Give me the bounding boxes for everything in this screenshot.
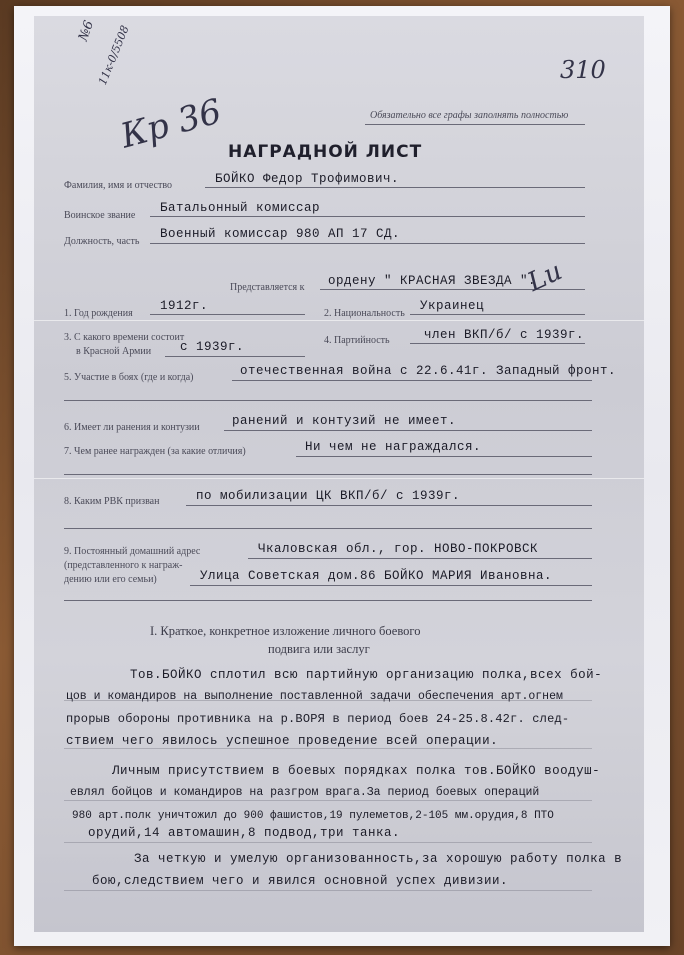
ruled-line: [64, 748, 592, 749]
divider: [365, 124, 585, 125]
approval-signature-mark: Lu: [523, 256, 567, 298]
field-line: [165, 356, 305, 357]
ruled-line: [64, 800, 592, 801]
narrative-line: ствием чего явилось успешное проведение всей операции.: [66, 734, 499, 748]
document-title: НАГРАДНОЙ ЛИСТ: [228, 142, 423, 162]
field-line: [296, 456, 592, 457]
archive-note-number: №6: [76, 18, 98, 44]
narrative-line: Личным присутствием в боевых порядках полка тов.БОЙКО воодуш-: [112, 764, 601, 778]
position-value: Военный комиссар 980 АП 17 СД.: [160, 227, 401, 241]
address-label-2: (представленного к награж-: [64, 560, 183, 571]
battles-label: 5. Участие в боях (где и когда): [64, 372, 194, 383]
narrative-line: Тов.БОЙКО сплотил всю партийную организацию полка,всех бой-: [130, 668, 603, 682]
party-value: член ВКП/б/ с 1939г.: [424, 328, 585, 342]
section-heading: I. Краткое, конкретное изложение личного боевого: [150, 624, 421, 638]
page-number: 310: [560, 56, 606, 84]
address-value-1: Чкаловская обл., гор. НОВО-ПОКРОВСК: [258, 542, 539, 556]
field-line: [224, 430, 592, 431]
narrative-line: цов и командиров на выполнение поставленной задачи обеспечения арт.огнем: [66, 690, 563, 703]
field-line: [410, 314, 585, 315]
wounds-label: 6. Имеет ли ранения и контузии: [64, 422, 200, 433]
party-label: 4. Партийность: [324, 335, 390, 346]
awards-label: 7. Чем ранее награжден (за какие отличия): [64, 446, 246, 457]
section-subheading: подвига или заслуг: [268, 642, 370, 656]
address-label-3: дению или его семьи): [64, 574, 157, 585]
notice-text: Обязательно все графы заполнять полностью: [370, 110, 569, 121]
battles-value: отечественная война с 22.6.41г. Западный фронт.: [240, 364, 617, 378]
handwritten-code: Кр 36: [116, 91, 226, 157]
narrative-line: бою,следствием чего и явился основной успех дивизии.: [92, 874, 509, 888]
field-line: [64, 474, 592, 475]
field-line: [186, 505, 592, 506]
nominated-value: ордену " КРАСНАЯ ЗВЕЗДА ".: [328, 274, 537, 288]
army-since-value: с 1939г.: [180, 340, 245, 354]
fold-crease: [34, 478, 644, 479]
field-line: [150, 314, 305, 315]
nationality-label: 2. Национальность: [324, 308, 405, 319]
field-line: [190, 585, 592, 586]
field-line: [410, 343, 585, 344]
field-line: [64, 600, 592, 601]
ruled-line: [64, 842, 592, 843]
army-since-label-2: в Красной Армии: [76, 346, 152, 357]
address-value-2: Улица Советская дом.86 БОЙКО МАРИЯ Ивановна.: [200, 569, 553, 583]
nominated-label: Представляется к: [230, 282, 305, 293]
ruled-line: [64, 700, 592, 701]
wounds-value: ранений и контузий не имеет.: [232, 414, 457, 428]
name-value: БОЙКО Федор Трофимович.: [215, 172, 400, 186]
army-since-label-1: 3. С какого времени состоит: [64, 332, 185, 343]
position-label: Должность, часть: [64, 236, 140, 247]
rvk-value: по мобилизации ЦК ВКП/б/ с 1939г.: [196, 489, 461, 503]
rank-label: Воинское звание: [64, 210, 136, 221]
narrative-line: За четкую и умелую организованность,за хорошую работу полка в: [134, 852, 623, 866]
field-line: [150, 243, 585, 244]
rvk-label: 8. Каким РВК призван: [64, 496, 160, 507]
narrative-line: 980 арт.полк уничтожил до 900 фашистов,19 пулеметов,2-105 мм.орудия,8 ПТО: [72, 810, 554, 822]
ruled-line: [64, 890, 592, 891]
rank-value: Батальонный комиссар: [160, 201, 321, 215]
address-label-1: 9. Постоянный домашний адрес: [64, 546, 201, 557]
narrative-line: орудий,14 автомашин,8 подвод,три танка.: [88, 826, 401, 840]
awards-value: Ни чем не награждался.: [305, 440, 482, 454]
narrative-line: евлял бойцов и командиров на разгром врага.За период боевых операций: [70, 786, 540, 799]
birth-value: 1912г.: [160, 299, 209, 313]
field-line: [64, 400, 592, 401]
field-line: [64, 528, 592, 529]
field-line: [232, 380, 592, 381]
field-line: [150, 216, 585, 217]
narrative-line: прорыв обороны противника на р.ВОРЯ в период боев 24-25.8.42г. след-: [66, 712, 570, 726]
nationality-value: Украинец: [420, 299, 485, 313]
archive-note-code: 11к-0/5508: [96, 23, 132, 87]
name-label: Фамилия, имя и отчество: [64, 180, 173, 191]
field-line: [248, 558, 592, 559]
field-line: [205, 187, 585, 188]
fold-crease: [34, 320, 644, 321]
birth-label: 1. Год рождения: [64, 308, 133, 319]
